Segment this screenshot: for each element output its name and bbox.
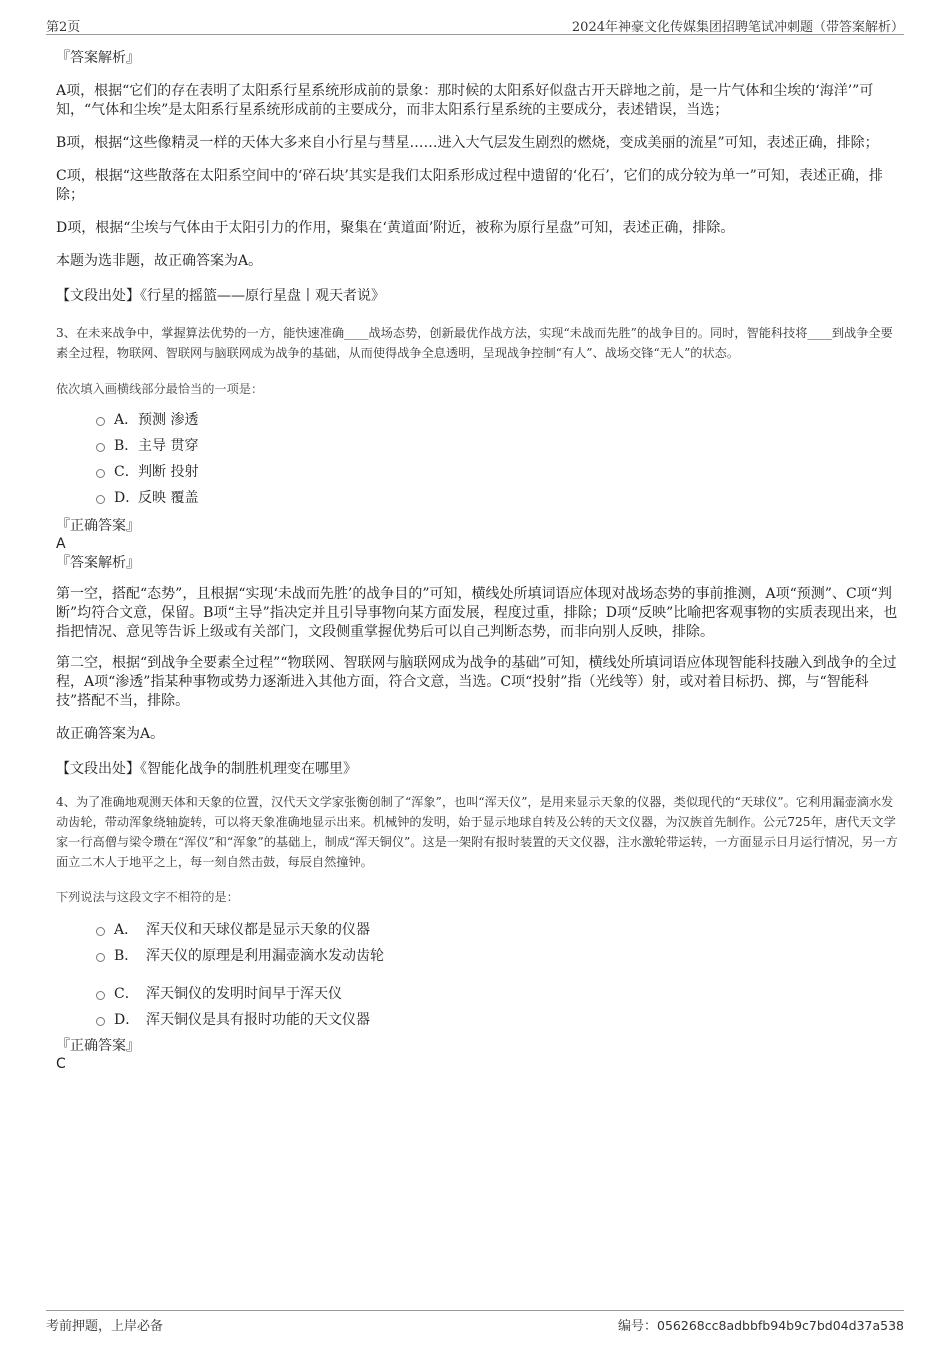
analysis-paragraph: D项，根据“尘埃与气体由于太阳引力的作用，聚集在‘黄道面’附近，被称为原行星盘”可知，表述正确，排除。 xyxy=(56,220,735,236)
analysis-conclusion: 故正确答案为A。 xyxy=(56,726,165,742)
analysis-paragraph: B项，根据“这些像精灵一样的天体大多来自小行星与彗星……进入大气层发生剧烈的燃烧，变成美丽的流星”可知，表述正确，排除； xyxy=(56,135,879,151)
footer-slogan: 考前押题，上岸必备 xyxy=(46,1319,164,1334)
document-code xyxy=(618,1315,904,1334)
radio-button[interactable] xyxy=(96,991,105,1000)
option-b[interactable]: B． 主导 贯穿 xyxy=(56,433,898,459)
option-c[interactable]: C． 判断 投射 xyxy=(56,459,898,485)
source-citation: 【文段出处】《行星的摇篮——原行星盘丨观天者说》 xyxy=(56,288,385,304)
radio-button[interactable] xyxy=(96,469,105,478)
radio-button[interactable] xyxy=(96,417,105,426)
option-a[interactable]: A． 预测 渗透 xyxy=(56,407,898,433)
option-b[interactable]: B． 浑天仪的原理是利用漏壶滴水发动齿轮 xyxy=(56,943,898,981)
radio-button[interactable] xyxy=(96,495,105,504)
question-stem: 4、为了准确地观测天体和天象的位置，汉代天文学家张衡创制了“浑象”，也叫“浑天仪”，是用来显示天象的仪器，类似现代的“天球仪”。它利用漏壶滴水发动齿轮，带动浑象绕轴旋转，可以将天象准确地显示出来。机械钟的发明，始于显示地球自转及公转的天文仪器，为汉族首先制作。公元725年，唐代天文学家一行高僧与梁令瓒在“浑仪”和“浑象”的基础上，制成“浑天铜仪”。这是一架附有报时装置的天文仪器，注水激轮带运转，一方面显示日月运行情况，另一方面立二木人于地平之上，每一刻自然击鼓，每辰自然撞钟。 xyxy=(56,795,898,869)
code-value: 056268cc8adbbfb94b9c7bd04d37a538 xyxy=(657,1318,904,1333)
document-title: 2024年神豪文化传媒集团招聘笔试冲刺题（带答案解析） xyxy=(571,20,904,35)
radio-button[interactable] xyxy=(96,1017,105,1026)
answer-label: 『正确答案』 xyxy=(56,518,140,534)
option-c[interactable]: C． 浑天铜仪的发明时间早于浑天仪 xyxy=(56,981,898,1007)
analysis-conclusion: 本题为选非题，故正确答案为A。 xyxy=(56,253,263,269)
page-content xyxy=(56,46,898,1073)
analysis-label: 『答案解析』 xyxy=(56,50,140,66)
analysis-paragraph: C项，根据“这些散落在太阳系空间中的‘碎石块’其实是我们太阳系形成过程中遗留的‘化石’，它们的成分较为单一”可知，表述正确，排除； xyxy=(56,168,883,203)
answer-value: A xyxy=(56,536,66,552)
radio-button[interactable] xyxy=(96,927,105,936)
option-a[interactable]: A． 浑天仪和天球仪都是显示天象的仪器 xyxy=(56,917,898,943)
analysis-paragraph: 第二空，根据“到战争全要素全过程”“物联网、智联网与脑联网成为战争的基础”可知，横线处所填词语应体现智能科技融入到战争的全过程，A项“渗透”指某种事物或势力逐渐进入其他方面，符合文意，当选。C项“投射”指（光线等）射，或对着目标扔、掷，与“智能科技”搭配不当，排除。 xyxy=(56,655,897,709)
page-header xyxy=(46,14,904,35)
radio-button[interactable] xyxy=(96,953,105,962)
option-d[interactable]: D． 浑天铜仪是具有报时功能的天文仪器 xyxy=(56,1007,898,1033)
question-prompt: 依次填入画横线部分最恰当的一项是： xyxy=(56,382,264,396)
radio-button[interactable] xyxy=(96,443,105,452)
option-d[interactable]: D． 反映 覆盖 xyxy=(56,485,898,511)
question-prompt: 下列说法与这段文字不相符的是： xyxy=(56,890,239,904)
option-list xyxy=(56,917,898,1033)
source-citation: 【文段出处】《智能化战争的制胜机理变在哪里》 xyxy=(56,761,357,777)
option-list xyxy=(56,407,898,511)
analysis-label: 『答案解析』 xyxy=(56,555,140,571)
analysis-paragraph: 第一空，搭配“态势”，且根据“实现‘未战而先胜’的战争目的”可知，横线处所填词语应体现对战场态势的事前推测，A项“预测”、C项“判断”均符合文意，保留。B项“主导”指决定并且引导事物向某方面发展，程度过重，排除；D项“反映”比喻把客观事物的实质表现出来，也指把情况、意见等告诉上级或有关部门，文段侧重掌握优势后可以自己判断态势，而非向别人反映，排除。 xyxy=(56,586,898,640)
question-stem: 3、在未来战争中，掌握算法优势的一方，能快速准确____战场态势，创新最优作战方法，实现“未战而先胜”的战争目的。同时，智能科技将____到战争全要素全过程，物联网、智联网与脑联网成为战争的基础，从而使得战争全息透明，呈现战争控制“有人”、战场交锋“无人”的状态。 xyxy=(56,326,893,360)
page-number: 第2页 xyxy=(46,20,81,35)
page-footer xyxy=(46,1310,904,1335)
answer-label: 『正确答案』 xyxy=(56,1038,140,1054)
code-label: 编号： xyxy=(618,1319,658,1334)
analysis-paragraph: A项，根据“它们的存在表明了太阳系行星系统形成前的景象：那时候的太阳系好似盘古开天辟地之前，是一片气体和尘埃的‘海洋’”可知，“气体和尘埃”是太阳系行星系统形成前的主要成分，而非太阳系行星系统的主要成分，表述错误，当选； xyxy=(56,83,874,118)
answer-value: C xyxy=(56,1056,66,1072)
